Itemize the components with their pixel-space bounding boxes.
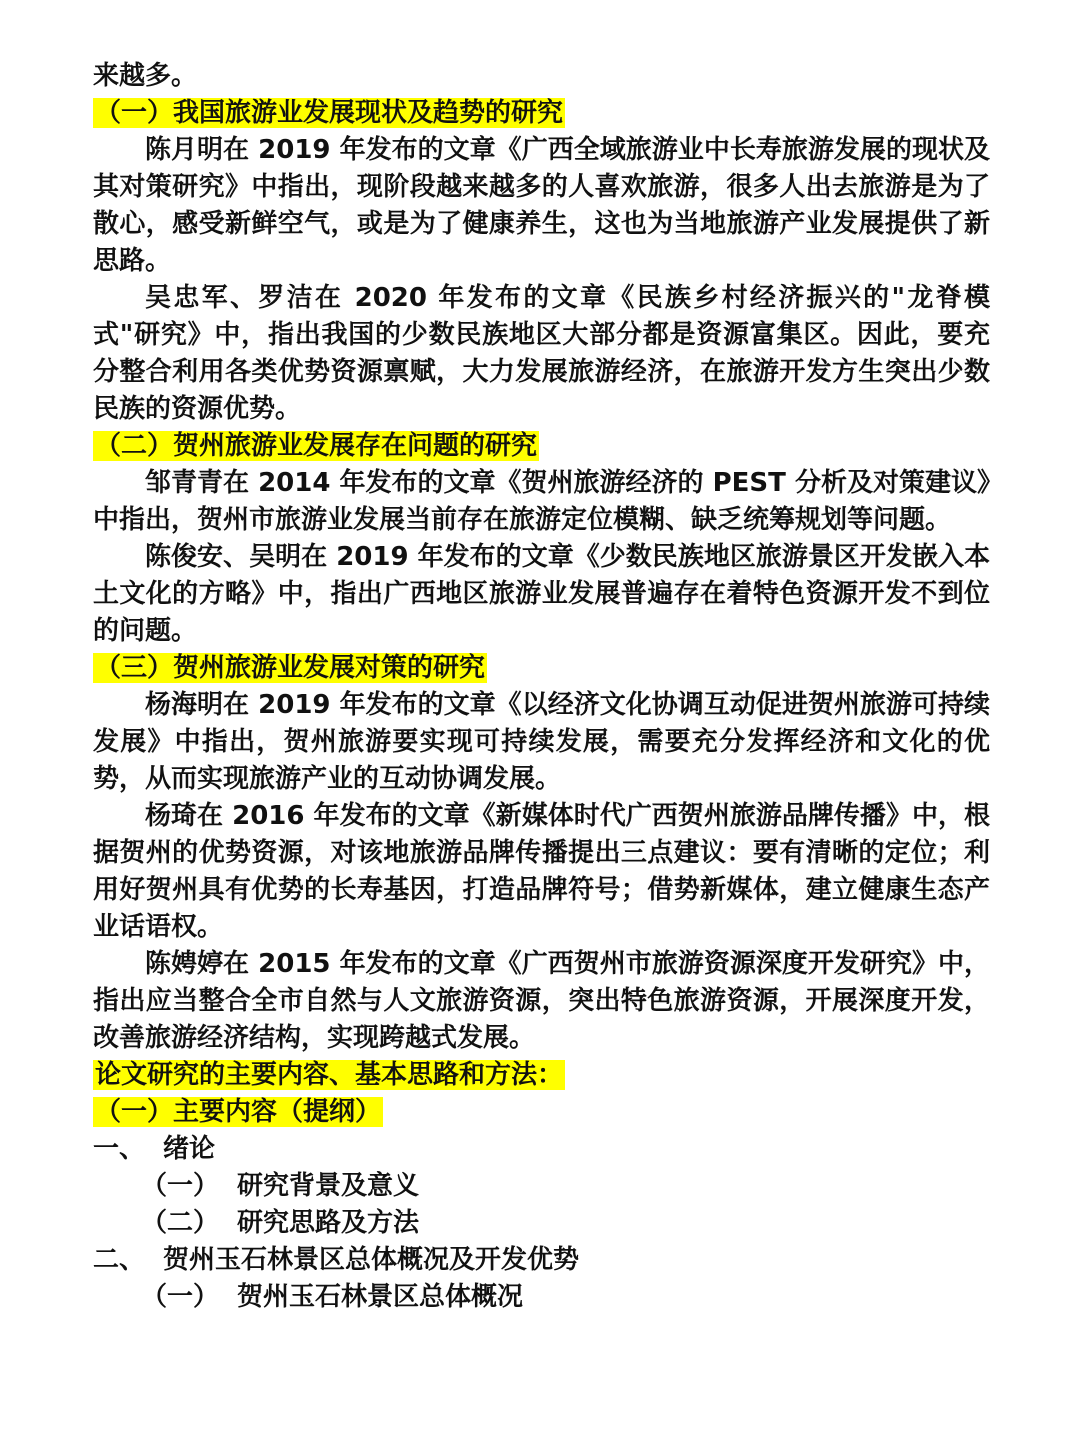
section-heading-2 — [93, 428, 990, 465]
outline-item-2a — [93, 1279, 990, 1316]
outline-number: （一） — [141, 1282, 220, 1312]
outline-number: 一、 — [93, 1134, 146, 1164]
paragraph-3: 邹青青在 2014 年发布的文章《贺州旅游经济的 PEST 分析及对策建议》中指出，贺州市旅游业发展当前存在旅游定位模糊、缺乏统筹规划等问题。 — [93, 468, 990, 535]
section-heading-4 — [93, 1057, 990, 1094]
highlighted-heading: （一）我国旅游业发展现状及趋势的研究 — [95, 98, 564, 128]
section-heading-3 — [93, 650, 990, 687]
outline-text: 研究思路及方法 — [237, 1208, 420, 1238]
outline-number: （二） — [141, 1208, 220, 1238]
paragraph-4: 陈俊安、吴明在 2019 年发布的文章《少数民族地区旅游景区开发嵌入本土文化的方略》中，指出广西地区旅游业发展普遍存在着特色资源开发不到位的问题。 — [93, 542, 990, 646]
paragraph-6: 杨琦在 2016 年发布的文章《新媒体时代广西贺州旅游品牌传播》中，根据贺州的优势资源，对该地旅游品牌传播提出三点建议：要有清晰的定位；利用好贺州具有优势的长寿基因，打造品牌符号；借势新媒体，建立健康生态产业话语权。 — [93, 801, 990, 942]
highlighted-heading: （三）贺州旅游业发展对策的研究 — [95, 653, 486, 683]
outline-number: 二、 — [93, 1245, 146, 1275]
section-heading-1 — [93, 95, 990, 132]
outline-item-1b — [93, 1205, 990, 1242]
outline-item-2 — [93, 1242, 990, 1279]
highlighted-heading: （二）贺州旅游业发展存在问题的研究 — [95, 431, 538, 461]
paragraph-5: 杨海明在 2019 年发布的文章《以经济文化协调互动促进贺州旅游可持续发展》中指出，贺州旅游要实现可持续发展，需要充分发挥经济和文化的优势，从而实现旅游产业的互动协调发展。 — [93, 690, 990, 794]
outline-number: （一） — [141, 1171, 220, 1201]
outline-item-1a — [93, 1168, 990, 1205]
section-heading-5 — [93, 1094, 990, 1131]
paragraph-2: 吴忠军、罗洁在 2020 年发布的文章《民族乡村经济振兴的"龙脊模式"研究》中，指出我国的少数民族地区大部分都是资源富集区。因此，要充分整合利用各类优势资源禀赋，大力发展旅游经济，在旅游开发方生突出少数民族的资源优势。 — [93, 283, 990, 424]
outline-item-1 — [93, 1131, 990, 1168]
outline-text: 研究背景及意义 — [237, 1171, 420, 1201]
paragraph-7: 陈娉婷在 2015 年发布的文章《广西贺州市旅游资源深度开发研究》中，指出应当整合全市自然与人文旅游资源，突出特色旅游资源，开展深度开发，改善旅游经济结构，实现跨越式发展。 — [93, 949, 990, 1053]
highlighted-heading: 论文研究的主要内容、基本思路和方法： — [95, 1060, 564, 1090]
outline-text: 贺州玉石林景区总体概况及开发优势 — [163, 1245, 580, 1275]
outline-text: 绪论 — [163, 1134, 216, 1164]
highlighted-heading: （一）主要内容（提纲） — [95, 1097, 382, 1127]
paragraph-1: 陈月明在 2019 年发布的文章《广西全域旅游业中长寿旅游发展的现状及其对策研究》中指出，现阶段越来越多的人喜欢旅游，很多人出去旅游是为了散心，感受新鲜空气，或是为了健康养生，这也为当地旅游产业发展提供了新思路。 — [93, 135, 990, 276]
continuation-text: 来越多。 — [93, 61, 198, 91]
outline-text: 贺州玉石林景区总体概况 — [237, 1282, 524, 1312]
